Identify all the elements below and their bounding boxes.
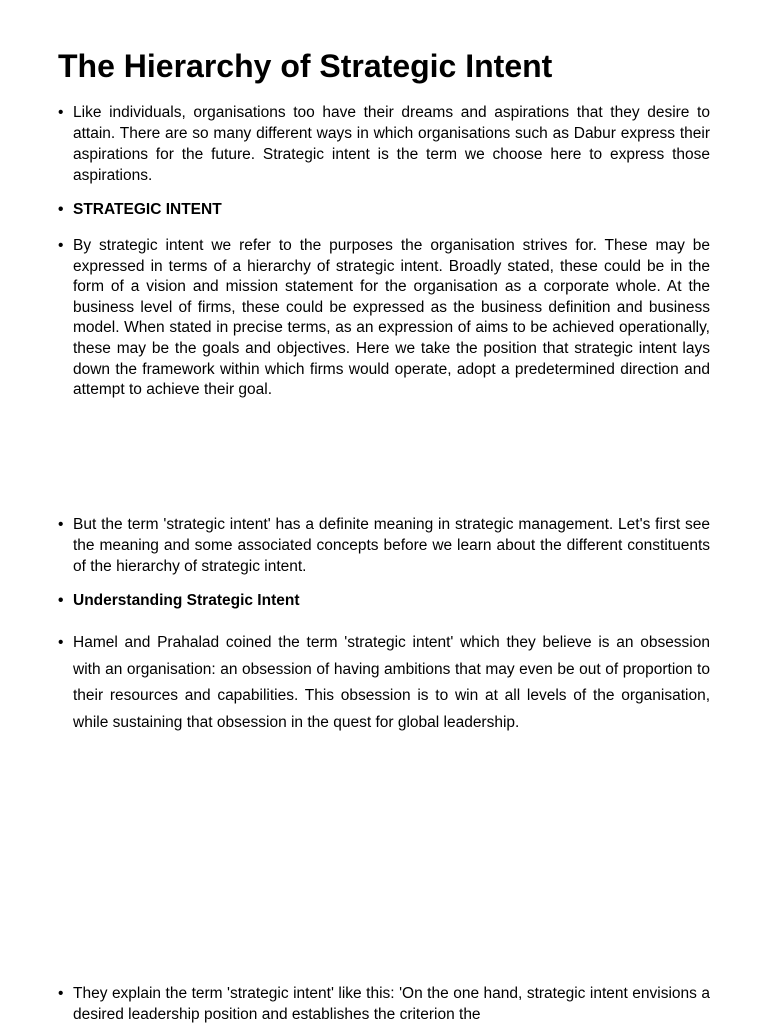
bullet-paragraph-hamel-prahalad [58,630,710,736]
bullet-icon: • [58,592,64,609]
bullet-icon: • [58,516,64,533]
bullet-heading-understanding [58,590,710,611]
bullet-icon: • [58,985,64,1002]
heading-text: STRATEGIC INTENT [73,201,222,218]
paragraph-text: Like individuals, organisations too have their dreams and aspirations that they desire to attain. There are so many different ways in which organisations such as Dabur express their aspirations for the future. Strategic intent is the term we choose here to express those aspirations. [73,104,710,184]
bullet-paragraph-explanation [58,984,710,1025]
paragraph-text: They explain the term 'strategic intent' like this: 'On the one hand, strategic intent envisions a desired leadership position and establishes the criterion the [73,985,710,1023]
bullet-heading-strategic-intent [58,199,710,220]
bullet-paragraph-meaning [58,514,710,577]
paragraph-text: Hamel and Prahalad coined the term 'strategic intent' which they believe is an obsession with an organisation: an obsession of having ambitions that may even be out of proportion to their resources and capabilities. This obsession is to win at all levels of the organisation, while sustaining that obsession in the quest for global leadership. [73,634,710,731]
bullet-icon: • [58,634,64,651]
paragraph-text: By strategic intent we refer to the purposes the organisation strives for. These may be expressed in terms of a hierarchy of strategic intent. Broadly stated, these could be in the form of a vision and mission statement for the organisation as a corporate whole. At the business level of firms, these could be expressed as the business definition and business model. When stated in precise terms, as an expression of aims to be achieved operationally, these may be the goals and objectives. Here we take the position that strategic intent lays down the framework within which firms would operate, adopt a predetermined direction and attempt to achieve their goal. [73,237,710,399]
page-title: The Hierarchy of Strategic Intent [58,48,553,84]
bullet-icon: • [58,237,64,254]
bullet-icon: • [58,201,64,218]
bullet-icon: • [58,104,64,121]
paragraph-text: But the term 'strategic intent' has a definite meaning in strategic management. Let's first see the meaning and some associated concepts before we learn about the different constituents of the hierarchy of strategic intent. [73,516,710,575]
heading-text: Understanding Strategic Intent [73,592,300,609]
bullet-paragraph-aspirations [58,102,710,186]
bullet-paragraph-definition [58,236,710,401]
